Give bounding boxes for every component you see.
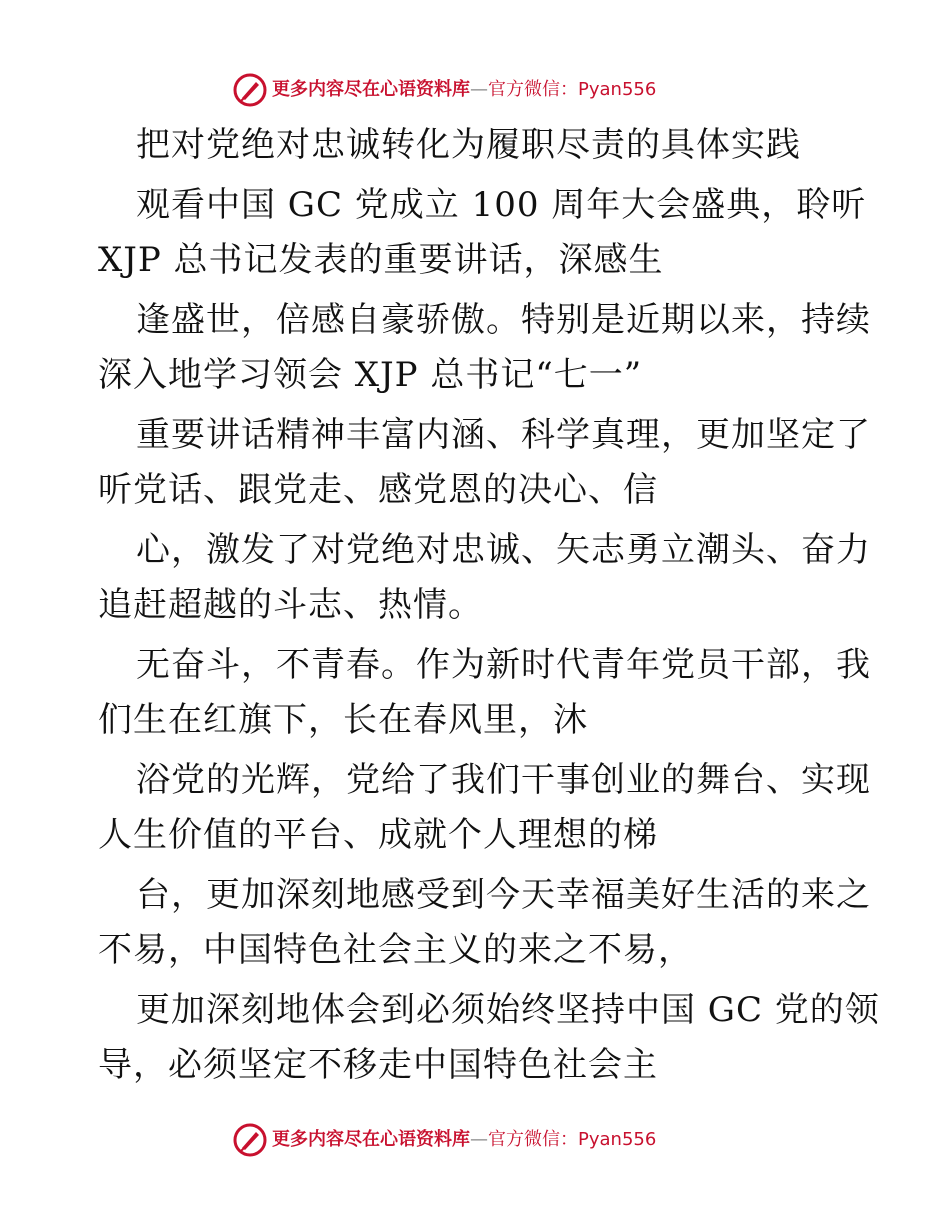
text-line: 更加深刻地体会到必须始终坚持中国 GC 党的领 — [136, 990, 880, 1030]
watermark-wechat: 官方微信：Pyan556 — [488, 79, 657, 100]
text-line: 导，必须坚定不移走中国特色社会主 — [98, 1045, 658, 1085]
watermark-dash: — — [470, 79, 488, 100]
text-line: 听党话、跟党走、感党恩的决心、信 — [98, 470, 658, 510]
text-line: 观看中国 GC 党成立 100 周年大会盛典，聆听 — [136, 185, 867, 225]
text-line: 们生在红旗下，长在春风里，沐 — [98, 700, 588, 740]
text-line: 追赶超越的斗志、热情。 — [98, 585, 483, 625]
text-line: 不易，中国特色社会主义的来之不易， — [98, 930, 693, 970]
watermark-brand: 更多内容尽在心语资料库 — [272, 79, 470, 100]
header-watermark — [0, 70, 950, 110]
text-line: 重要讲话精神丰富内涵、科学真理，更加坚定了 — [136, 415, 871, 455]
watermark-brand: 更多内容尽在心语资料库 — [272, 1129, 470, 1150]
text-line: 台，更加深刻地感受到今天幸福美好生活的来之 — [136, 875, 871, 915]
text-line: 浴党的光辉，党给了我们干事创业的舞台、实现 — [136, 760, 871, 800]
watermark-wechat: 官方微信：Pyan556 — [488, 1129, 657, 1150]
text-line: 人生价值的平台、成就个人理想的梯 — [98, 815, 658, 855]
quill-seal-icon — [232, 1122, 268, 1158]
footer-watermark — [0, 1120, 950, 1160]
text-line: 心，激发了对党绝对忠诚、矢志勇立潮头、奋力 — [136, 530, 871, 570]
text-line: 深入地学习领会 XJP 总书记“七一” — [98, 355, 643, 395]
text-line: 逢盛世，倍感自豪骄傲。特别是近期以来，持续 — [136, 300, 871, 340]
text-line: 把对党绝对忠诚转化为履职尽责的具体实践 — [136, 125, 801, 165]
text-line: XJP 总书记发表的重要讲话，深感生 — [98, 240, 664, 280]
text-line: 无奋斗，不青春。作为新时代青年党员干部，我 — [136, 645, 871, 685]
watermark-dash: — — [470, 1129, 488, 1150]
quill-seal-icon — [232, 72, 268, 108]
